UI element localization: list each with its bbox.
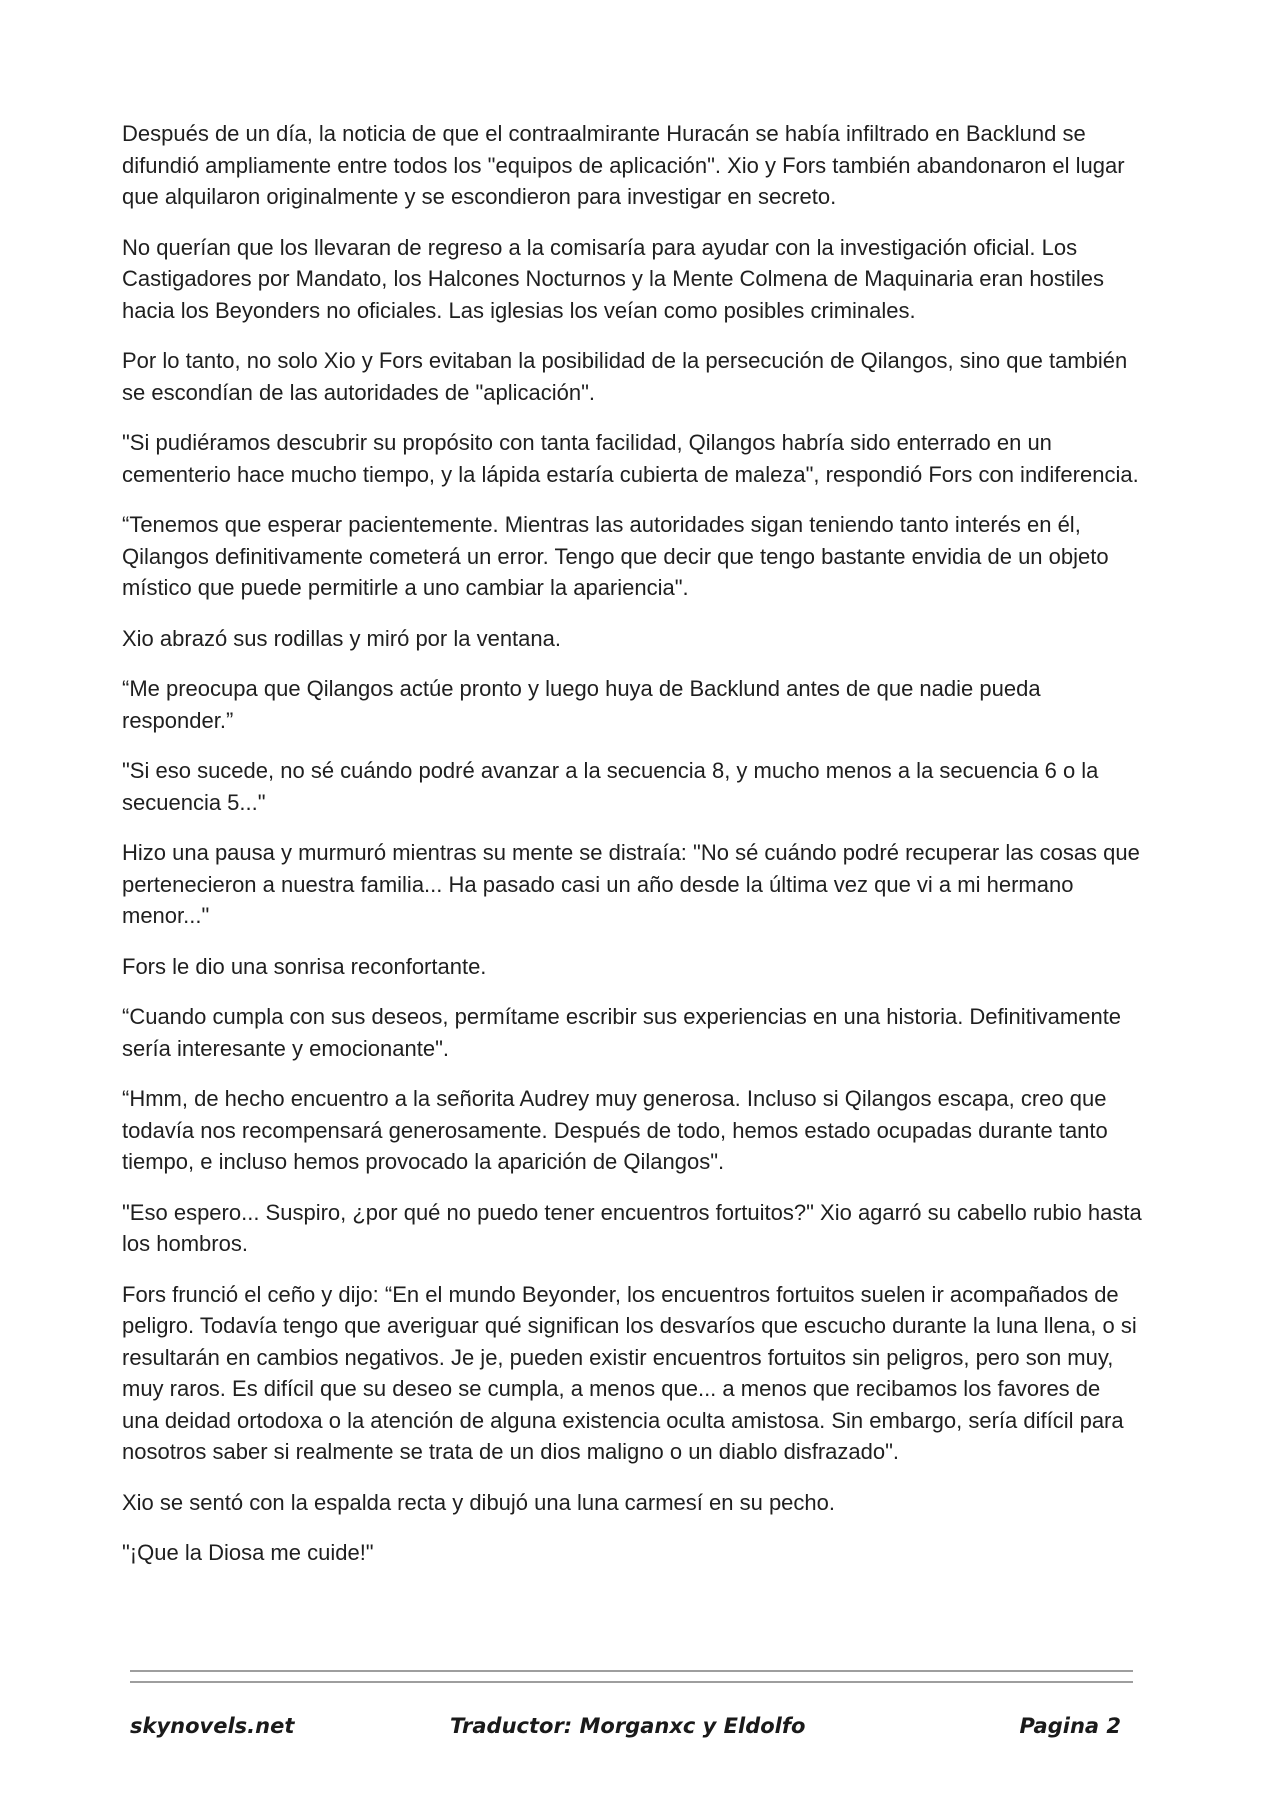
page-footer	[130, 1714, 1133, 1746]
paragraph: “Tenemos que esperar pacientemente. Mientras las autoridades sigan teniendo tanto interés en él, Qilangos definitivamente cometerá un error. Tengo que decir que tengo bastante envidia de un objeto místico que puede permitirle a uno cambiar la apariencia".	[122, 512, 1109, 600]
paragraph: No querían que los llevaran de regreso a la comisaría para ayudar con la investigación oficial. Los Castigadores por Mandato, los Halcones Nocturnos y la Mente Colmena de Maquinaria eran hostiles hacia los Beyonders no oficiales. Las iglesias los veían como posibles criminales.	[122, 234, 1104, 323]
paragraph: Xio abrazó sus rodillas y miró por la ventana.	[122, 625, 561, 651]
paragraph: Fors le dio una sonrisa reconfortante.	[122, 953, 487, 979]
document-body	[122, 118, 1142, 1588]
paragraph: Por lo tanto, no solo Xio y Fors evitaban la posibilidad de la persecución de Qilangos, sino que también se escondían de las autoridades de "aplicación".	[122, 348, 1128, 405]
footer-page-number: Pagina 2	[1019, 1714, 1121, 1738]
paragraph: Fors frunció el ceño y dijo: “En el mundo Beyonder, los encuentros fortuitos suelen ir acompañados de peligro. Todavía tengo que averiguar qué significan los desvaríos que escucho durante la luna llena, o si resultarán en cambios negativos. Je je, pueden existir encuentros fortuitos sin peligros, pero son muy, muy raros. Es difícil que su deseo se cumpla, a menos que... a menos que recibamos los favores de una deidad ortodoxa o la atención de alguna existencia oculta amistosa. Sin embargo, sería difícil para nosotros saber si realmente se trata de un dios maligno o un diablo disfrazado".	[122, 1281, 1137, 1464]
paragraph: Después de un día, la noticia de que el contraalmirante Huracán se había infiltrado en Backlund se difundió ampliamente entre todos los "equipos de aplicación". Xio y Fors también abandonaron el lugar que alquilaron originalmente y se escondieron para investigar en secreto.	[122, 121, 1125, 209]
paragraph: Xio se sentó con la espalda recta y dibujó una luna carmesí en su pecho.	[122, 1489, 836, 1515]
footer-site-name: skynovels.net	[130, 1714, 295, 1738]
paragraph: “Me preocupa que Qilangos actúe pronto y luego huya de Backlund antes de que nadie pueda responder.”	[122, 676, 1041, 733]
paragraph: Hizo una pausa y murmuró mientras su mente se distraía: "No sé cuándo podré recuperar las cosas que pertenecieron a nuestra familia... Ha pasado casi un año desde la última vez que vi a mi hermano menor..."	[122, 840, 1140, 928]
footer-translator-credit: Traductor: Morganxc y Eldolfo	[450, 1714, 806, 1738]
footer-divider-lower	[130, 1681, 1133, 1683]
paragraph: “Hmm, de hecho encuentro a la señorita Audrey muy generosa. Incluso si Qilangos escapa, creo que todavía nos recompensará generosamente. Después de todo, hemos estado ocupadas durante tanto tiempo, e incluso hemos provocado la aparición de Qilangos".	[122, 1086, 1108, 1174]
paragraph: “Cuando cumpla con sus deseos, permítame escribir sus experiencias en una historia. Definitivamente sería interesante y emocionante".	[122, 1004, 1122, 1061]
footer-divider-upper	[130, 1670, 1133, 1672]
paragraph: "¡Que la Diosa me cuide!"	[122, 1540, 374, 1565]
paragraph: "Si pudiéramos descubrir su propósito con tanta facilidad, Qilangos habría sido enterrado en un cementerio hace mucho tiempo, y la lápida estaría cubierta de maleza", respondió Fors con indiferencia.	[122, 430, 1139, 487]
paragraph: "Eso espero... Suspiro, ¿por qué no puedo tener encuentros fortuitos?" Xio agarró su cabello rubio hasta los hombros.	[122, 1199, 1142, 1256]
paragraph: "Si eso sucede, no sé cuándo podré avanzar a la secuencia 8, y mucho menos a la secuencia 6 o la secuencia 5..."	[122, 758, 1099, 815]
